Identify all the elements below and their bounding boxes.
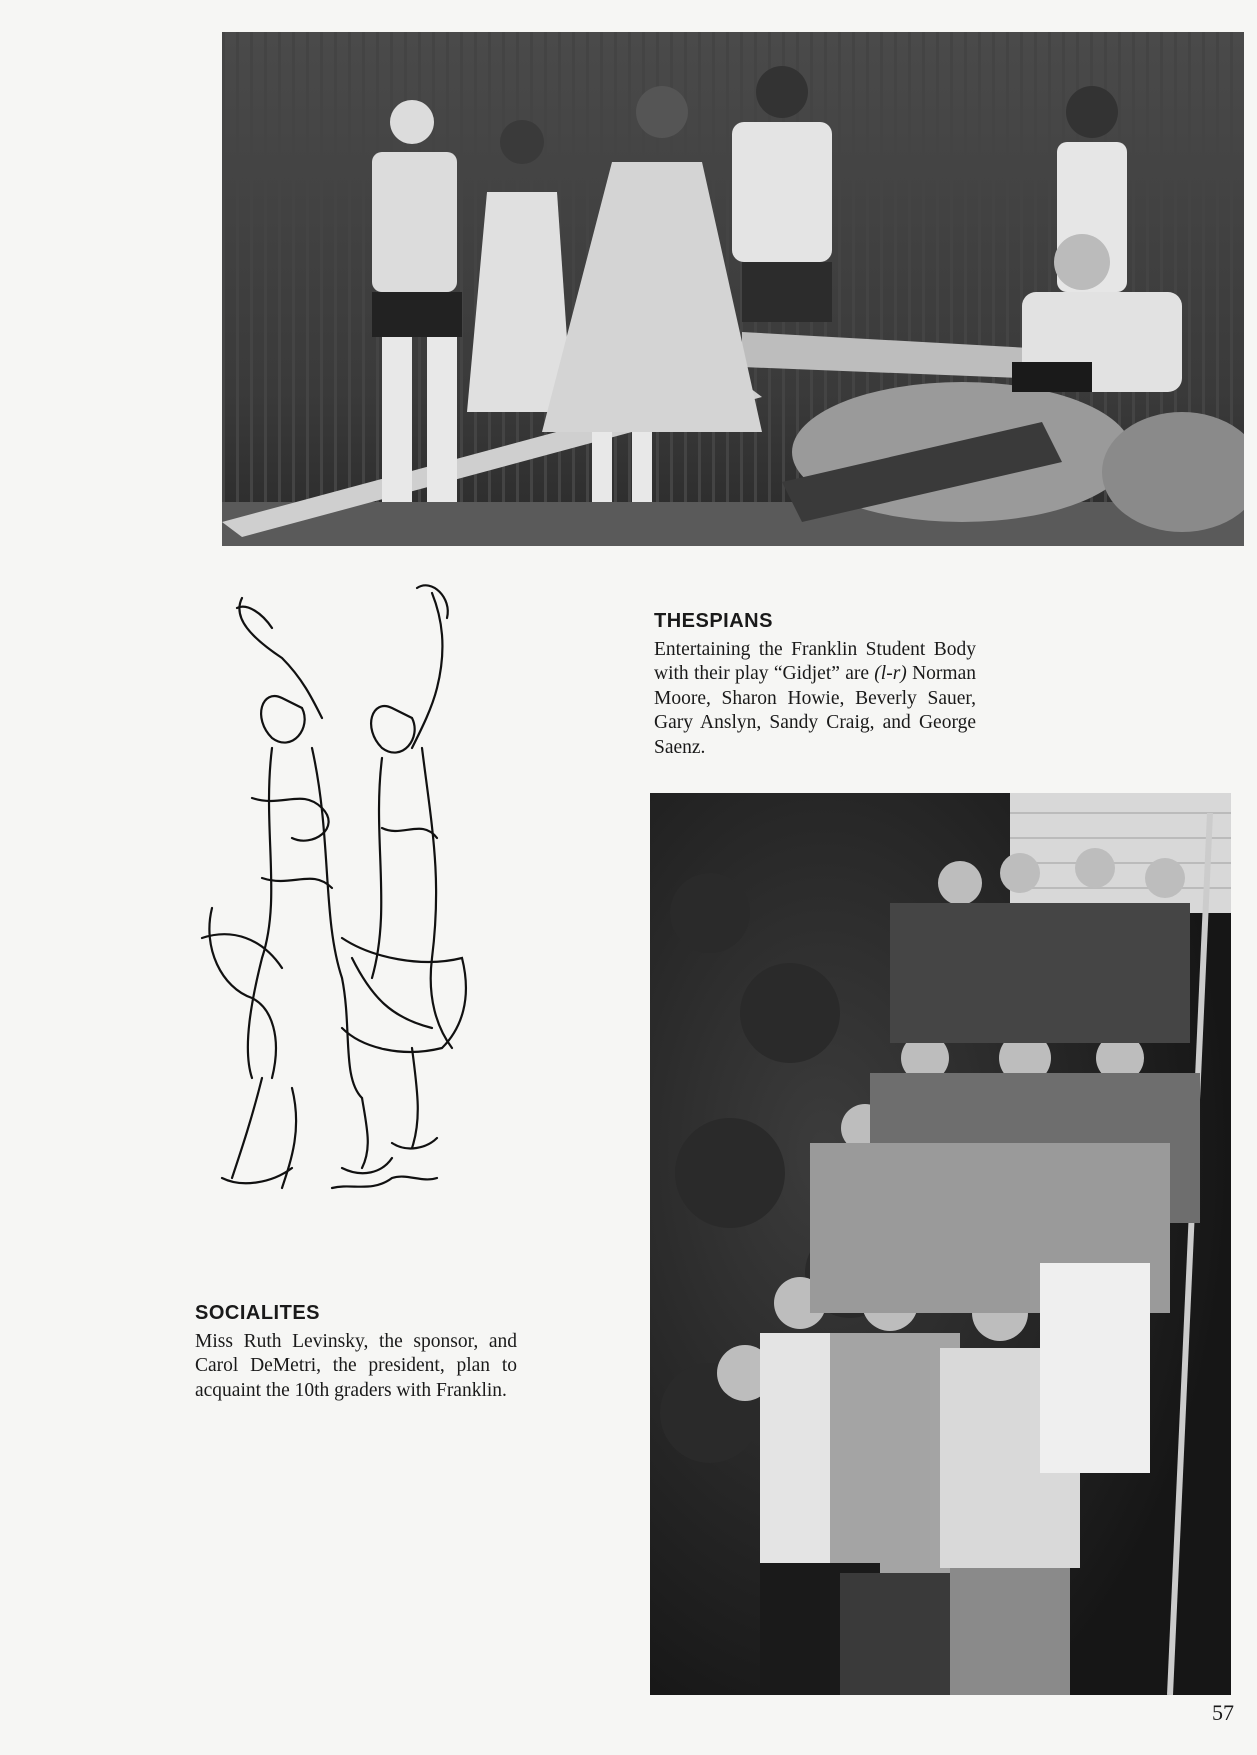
socialites-caption	[195, 1301, 517, 1403]
socialites-heading: SOCIALITES	[195, 1302, 321, 1324]
dancers-sketch	[192, 578, 502, 1210]
thespians-photo	[222, 32, 1244, 546]
page-number: 57	[1212, 1700, 1234, 1725]
socialites-caption-text: Miss Ruth Levinsky, the sponsor, and Carol DeMetri, the president, plan to acquaint the 10th graders with Franklin.	[195, 1330, 517, 1401]
thespians-caption-label: (l-r)	[874, 663, 907, 684]
thespians-caption	[654, 609, 976, 760]
thespians-caption-end: Norman Moore, Sharon Howie, Beverly Sauer, Gary Anslyn, Sandy Craig, and George Saenz.	[654, 663, 976, 758]
thespians-caption-start: Entertaining the Franklin Student Body with their play “Gidjet” are	[654, 638, 976, 684]
thespians-caption-text	[654, 638, 976, 761]
thespians-heading: THESPIANS	[654, 610, 773, 632]
socialites-photo	[650, 793, 1231, 1695]
